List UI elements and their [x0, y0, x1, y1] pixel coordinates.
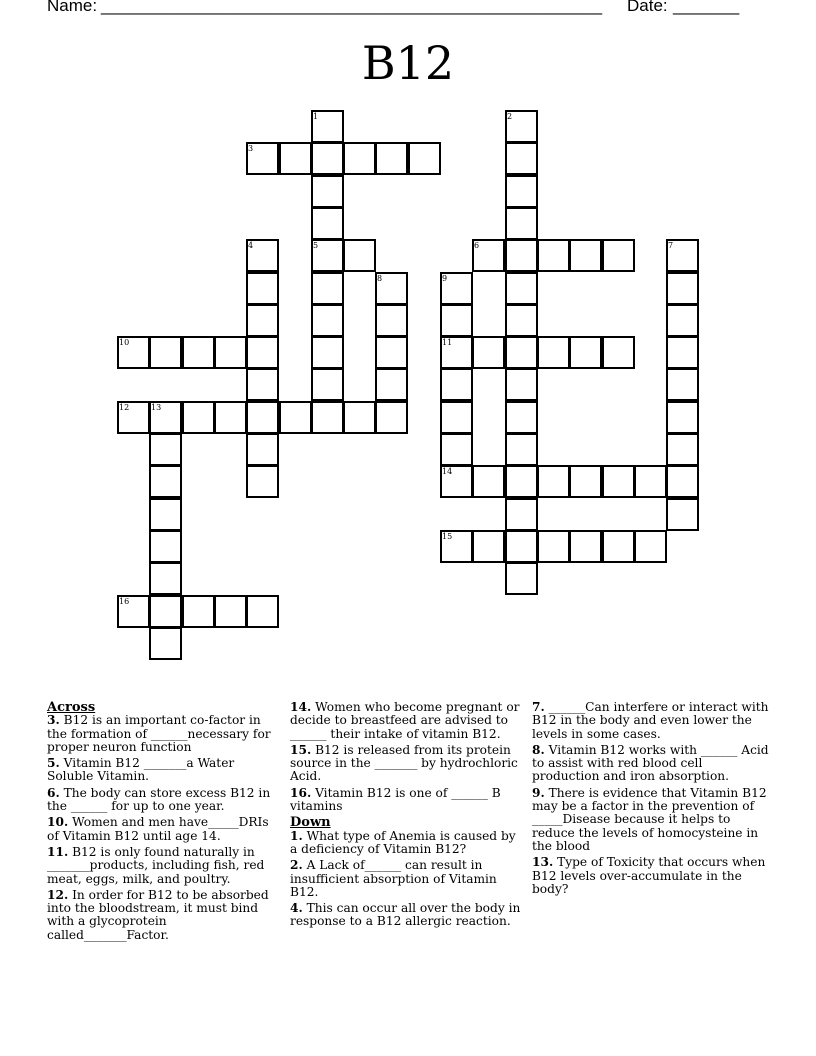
clue-number-8: 8: [377, 274, 383, 283]
grid-cell[interactable]: [246, 304, 279, 337]
grid-cell[interactable]: [375, 368, 408, 401]
grid-cell[interactable]: [537, 530, 570, 563]
grid-cell[interactable]: [149, 336, 182, 369]
grid-cell[interactable]: [505, 304, 538, 337]
grid-cell[interactable]: [311, 304, 344, 337]
grid-cell[interactable]: [569, 336, 602, 369]
clue-number-10: 10: [119, 338, 130, 347]
grid-cell[interactable]: [602, 465, 635, 498]
grid-cell[interactable]: [440, 304, 473, 337]
clue-down-9: 9. There is evidence that Vitamin B12 may be a factor in the prevention of _____Disease because it helps to reduce the levels of homocysteine in the blood: [532, 785, 767, 853]
grid-cell[interactable]: [182, 336, 215, 369]
clue-down-1: 1. What type of Anemia is caused by a deficiency of Vitamin B12?: [290, 828, 516, 856]
grid-cell[interactable]: [149, 627, 182, 660]
grid-cell[interactable]: [666, 336, 699, 369]
clue-number-15: 15: [442, 532, 453, 541]
grid-cell[interactable]: [375, 336, 408, 369]
grid-cell[interactable]: [537, 465, 570, 498]
grid-cell[interactable]: [311, 142, 344, 175]
grid-cell[interactable]: [182, 595, 215, 628]
grid-cell[interactable]: [214, 401, 247, 434]
clue-number-9: 9: [442, 274, 448, 283]
grid-cell[interactable]: [505, 175, 538, 208]
clue-down-7: 7. ______Can interfere or interact with B12 in the body and even lower the levels in some cases.: [532, 700, 769, 741]
grid-cell[interactable]: [569, 239, 602, 272]
grid-cell[interactable]: [505, 336, 538, 369]
grid-cell[interactable]: [311, 207, 344, 240]
grid-cell[interactable]: [505, 562, 538, 595]
grid-cell[interactable]: [602, 336, 635, 369]
grid-cell[interactable]: [666, 272, 699, 305]
grid-cell[interactable]: [149, 562, 182, 595]
grid-cell[interactable]: [311, 401, 344, 434]
grid-cell[interactable]: [472, 530, 505, 563]
grid-cell[interactable]: [440, 401, 473, 434]
date-field[interactable]: _______: [673, 0, 740, 15]
grid-cell[interactable]: [182, 401, 215, 434]
grid-cell[interactable]: [246, 272, 279, 305]
clue-number-1: 1: [313, 112, 319, 121]
grid-cell[interactable]: [408, 142, 441, 175]
grid-cell[interactable]: [505, 530, 538, 563]
grid-cell[interactable]: [666, 368, 699, 401]
grid-cell[interactable]: [149, 498, 182, 531]
clue-number-3: 3: [248, 144, 254, 153]
grid-cell[interactable]: [375, 401, 408, 434]
grid-cell[interactable]: [505, 498, 538, 531]
clue-down-4: 4. This can occur all over the body in response to a B12 allergic reaction.: [290, 901, 521, 929]
clue-number-13: 13: [151, 403, 162, 412]
grid-cell[interactable]: [666, 498, 699, 531]
grid-cell[interactable]: [279, 142, 312, 175]
grid-cell[interactable]: [505, 368, 538, 401]
grid-cell[interactable]: [537, 336, 570, 369]
grid-cell[interactable]: [311, 272, 344, 305]
clue-across-16: 16. Vitamin B12 is one of ______ B vitamins: [290, 785, 501, 814]
clue-number-4: 4: [248, 241, 254, 250]
clues-column-1: [47, 701, 283, 945]
grid-cell[interactable]: [311, 336, 344, 369]
grid-cell[interactable]: [343, 401, 376, 434]
grid-cell[interactable]: [246, 433, 279, 466]
grid-cell[interactable]: [634, 465, 667, 498]
grid-cell[interactable]: [666, 465, 699, 498]
grid-cell[interactable]: [214, 595, 247, 628]
grid-cell[interactable]: [505, 207, 538, 240]
clue-across-11: 11. B12 is only found naturally in _______products, including fish, red meat, eggs, milk, and poultry.: [47, 844, 265, 886]
grid-cell[interactable]: [472, 336, 505, 369]
clue-number-2: 2: [507, 112, 513, 121]
grid-cell[interactable]: [602, 239, 635, 272]
grid-cell[interactable]: [149, 433, 182, 466]
grid-cell[interactable]: [505, 465, 538, 498]
down-heading: Down: [290, 815, 331, 831]
grid-cell[interactable]: [505, 272, 538, 305]
grid-cell[interactable]: [375, 142, 408, 175]
clue-across-10: 10. Women and men have_____DRIs of Vitamin B12 until age 14.: [47, 815, 269, 843]
clue-across-15: 15. B12 is released from its protein source in the _______ by hydrochloric Acid.: [290, 742, 518, 784]
clue-number-11: 11: [442, 338, 453, 347]
grid-cell[interactable]: [440, 368, 473, 401]
clue-down-13: 13. Type of Toxicity that occurs when B12 levels over-accumulate in the body?: [532, 855, 766, 896]
clue-across-5: 5. Vitamin B12 _______a Water Soluble Vitamin.: [47, 756, 235, 784]
name-label: Name:: [47, 0, 98, 15]
grid-cell[interactable]: [311, 368, 344, 401]
grid-cell[interactable]: [246, 336, 279, 369]
page-title: B12: [361, 36, 455, 90]
grid-cell[interactable]: [246, 368, 279, 401]
grid-cell[interactable]: [666, 433, 699, 466]
grid-cell[interactable]: [569, 465, 602, 498]
grid-cell[interactable]: [375, 304, 408, 337]
grid-cell[interactable]: [472, 465, 505, 498]
grid-cell[interactable]: [505, 401, 538, 434]
grid-cell[interactable]: [343, 142, 376, 175]
grid-cell[interactable]: [246, 595, 279, 628]
clue-number-5: 5: [313, 241, 319, 250]
clue-across-12: 12. In order for B12 to be absorbed into the bloodstream, it must bind with a glycoprotein called_______Factor.: [47, 887, 269, 942]
clues-column-2: [290, 701, 524, 932]
grid-cell[interactable]: [666, 304, 699, 337]
clue-across-6: 6. The body can store excess B12 in the ______ for up to one year.: [47, 785, 271, 814]
grid-cell[interactable]: [634, 530, 667, 563]
grid-cell[interactable]: [505, 433, 538, 466]
grid-cell[interactable]: [149, 530, 182, 563]
clue-number-7: 7: [668, 241, 674, 250]
grid-cell[interactable]: [149, 465, 182, 498]
grid-cell[interactable]: [279, 401, 312, 434]
grid-cell[interactable]: [666, 401, 699, 434]
clue-number-12: 12: [119, 403, 130, 412]
grid-cell[interactable]: [343, 239, 376, 272]
grid-cell[interactable]: [569, 530, 602, 563]
grid-cell[interactable]: [246, 401, 279, 434]
grid-cell[interactable]: [505, 142, 538, 175]
grid-cell[interactable]: [440, 433, 473, 466]
clue-number-16: 16: [119, 597, 130, 606]
grid-cell[interactable]: [311, 175, 344, 208]
grid-cell[interactable]: [537, 239, 570, 272]
grid-cell[interactable]: [246, 465, 279, 498]
clue-down-8: 8. Vitamin B12 works with ______ Acid to assist with red blood cell production and iron absorption.: [532, 742, 769, 784]
name-field[interactable]: _____________________________________________________: [101, 0, 603, 15]
across-heading: Across: [47, 700, 96, 715]
clue-down-2: 2. A Lack of______ can result in insufficient absorption of Vitamin B12.: [290, 858, 497, 899]
clues-column-3: [532, 701, 772, 899]
clue-across-3: 3. B12 is an important co-factor in the formation of ______necessary for proper neuron function: [47, 713, 271, 754]
grid-cell[interactable]: [149, 595, 182, 628]
date-label: Date:: [627, 0, 668, 15]
grid-cell[interactable]: [505, 239, 538, 272]
clue-across-14: 14. Women who become pregnant or decide to breastfeed are advised to ______ their intake of vitamin B12.: [290, 700, 520, 741]
grid-cell[interactable]: [214, 336, 247, 369]
grid-cell[interactable]: [602, 530, 635, 563]
clue-number-14: 14: [442, 467, 453, 476]
clue-number-6: 6: [474, 241, 480, 250]
